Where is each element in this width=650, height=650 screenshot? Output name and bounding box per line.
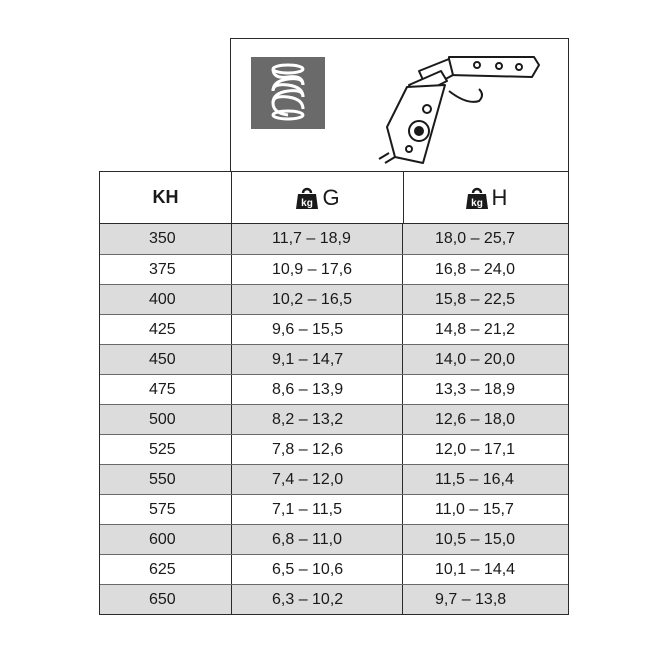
svg-text:kg: kg	[301, 197, 314, 209]
cell-h: 12,6 – 18,0	[402, 405, 568, 434]
cell-kh: 350	[149, 230, 176, 247]
cell-g: 10,2 – 16,5	[231, 285, 402, 314]
header-h	[403, 172, 568, 223]
cell-g: 8,2 – 13,2	[231, 405, 402, 434]
table-body	[99, 224, 569, 615]
svg-text:kg: kg	[470, 197, 483, 209]
kg-weight-icon	[295, 187, 319, 209]
lift-mechanism-icon	[349, 45, 549, 165]
table-row	[100, 494, 568, 524]
table-row	[100, 314, 568, 344]
table-row	[100, 284, 568, 314]
table-row	[100, 254, 568, 284]
table-row	[100, 344, 568, 374]
cell-h: 15,8 – 22,5	[402, 285, 568, 314]
header-kh: KH	[152, 187, 179, 207]
cell-kh: 375	[149, 260, 176, 278]
cell-h: 13,3 – 18,9	[402, 375, 568, 404]
load-table	[99, 171, 569, 615]
table-row	[100, 554, 568, 584]
cell-kh: 650	[149, 590, 176, 608]
cell-kh: 400	[149, 290, 176, 308]
cell-g: 10,9 – 17,6	[231, 255, 402, 284]
table-row	[100, 434, 568, 464]
table-header	[99, 171, 569, 224]
cell-h: 9,7 – 13,8	[402, 585, 568, 614]
cell-h: 14,8 – 21,2	[402, 315, 568, 344]
cell-h: 18,0 – 25,7	[402, 224, 568, 254]
table-row	[100, 584, 568, 614]
cell-h: 10,5 – 15,0	[402, 525, 568, 554]
illustration-box	[230, 38, 569, 172]
table-row	[100, 224, 568, 254]
cell-g: 11,7 – 18,9	[231, 224, 402, 254]
cell-kh: 425	[149, 320, 176, 338]
cell-kh: 525	[149, 440, 176, 458]
header-g-label: G	[322, 184, 340, 210]
kg-weight-icon	[465, 187, 489, 209]
cell-kh: 500	[149, 410, 176, 428]
cell-h: 10,1 – 14,4	[402, 555, 568, 584]
header-g	[231, 172, 403, 223]
cell-h: 14,0 – 20,0	[402, 345, 568, 374]
cell-g: 7,4 – 12,0	[231, 465, 402, 494]
cell-g: 8,6 – 13,9	[231, 375, 402, 404]
header-h-label: H	[491, 184, 508, 210]
cell-h: 16,8 – 24,0	[402, 255, 568, 284]
table-row	[100, 524, 568, 554]
spring-icon	[251, 57, 325, 129]
cell-kh: 625	[149, 560, 176, 578]
cell-h: 11,0 – 15,7	[402, 495, 568, 524]
cell-g: 9,1 – 14,7	[231, 345, 402, 374]
cell-kh: 450	[149, 350, 176, 368]
cell-g: 9,6 – 15,5	[231, 315, 402, 344]
cell-kh: 550	[149, 470, 176, 488]
cell-h: 11,5 – 16,4	[402, 465, 568, 494]
cell-kh: 475	[149, 380, 176, 398]
cell-g: 6,3 – 10,2	[231, 585, 402, 614]
cell-kh: 575	[149, 500, 176, 518]
table-row	[100, 404, 568, 434]
cell-h: 12,0 – 17,1	[402, 435, 568, 464]
cell-g: 7,8 – 12,6	[231, 435, 402, 464]
table-row	[100, 374, 568, 404]
cell-kh: 600	[149, 530, 176, 548]
cell-g: 6,8 – 11,0	[231, 525, 402, 554]
cell-g: 6,5 – 10,6	[231, 555, 402, 584]
table-row	[100, 464, 568, 494]
cell-g: 7,1 – 11,5	[231, 495, 402, 524]
